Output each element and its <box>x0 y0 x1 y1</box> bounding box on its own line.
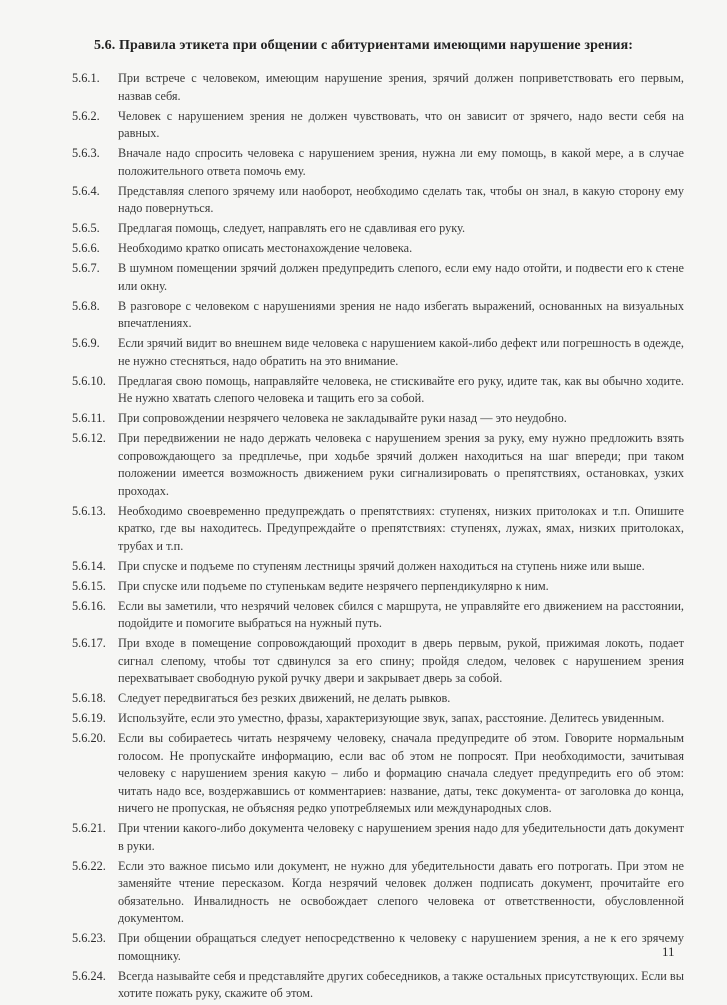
rule-text: Представляя слепого зрячему или наоборот, необходимо сделать так, чтобы он знал, в какую сторону ему надо повернуться. <box>118 183 684 215</box>
rule-5-6-6 <box>72 240 684 258</box>
rule-5-6-2 <box>72 108 684 143</box>
rule-text: Предлагая помощь, следует, направлять его не сдавливая его руку. <box>118 221 466 235</box>
rule-5-6-4 <box>72 183 684 218</box>
rule-text: При общении обращаться следует непосредственно к человеку с нарушением зрения, а не к его зрячему помощнику. <box>118 931 684 963</box>
rules-list <box>72 70 684 1005</box>
rule-5-6-13 <box>72 503 684 556</box>
rule-number: 5.6.11. <box>72 411 106 425</box>
rule-number: 5.6.20. <box>72 731 106 745</box>
rule-number: 5.6.6. <box>72 241 100 255</box>
rule-text: В разговоре с человеком с нарушениями зрения не надо избегать выражений, основанных на визуальных впечатлениях. <box>118 298 684 330</box>
rule-number: 5.6.5. <box>72 221 100 235</box>
rule-text: Если зрячий видит во внешнем виде человека с нарушением какой-либо дефект или погрешность в одежде, не нужно стесняться, надо обратить на это внимание. <box>118 336 684 368</box>
rule-5-6-23 <box>72 930 684 965</box>
rule-number: 5.6.17. <box>72 636 106 650</box>
rule-number: 5.6.21. <box>72 821 106 835</box>
rule-5-6-10 <box>72 373 684 408</box>
rule-5-6-7 <box>72 260 684 295</box>
rule-text: В шумном помещении зрячий должен предупредить слепого, если ему надо отойти, и подвести его к стене или окну. <box>118 261 684 293</box>
rule-text: Если это важное письмо или документ, не нужно для убедительности давать его потрогать. При этом не заменяйте чтение пересказом. Когда незрячий человек должен подписать документ, прочитайте его обязательно. Инвалидность не освобождает слепого человека от ответственности, обусловленной документом. <box>118 858 684 925</box>
rule-5-6-21 <box>72 820 684 855</box>
rule-number: 5.6.22. <box>72 858 106 873</box>
rule-number: 5.6.2. <box>72 108 100 123</box>
rule-text: Всегда называйте себя и представляйте других собеседников, а также остальных присутствующих. Если вы хотите пожать руку, скажите об этом. <box>118 968 684 1000</box>
rule-number: 5.6.10. <box>72 373 106 388</box>
rule-5-6-17 <box>72 635 684 688</box>
rule-number: 5.6.23. <box>72 931 106 945</box>
rule-text: Если вы собираетесь читать незрячему человеку, сначала предупредите об этом. Говорите нормальным голосом. Не пропускайте информацию, если вас об этом не попросят. При необходимости, зачитывая человеку с нарушением зрения какую – либо и формацию сначала следует предупредить его об этом: читать надо все, воздержавшись от комментариев: название, даты, текс документа- от заголовка до конца, ничего не пропуская, не объясняя редко употребляемых или международных слов. <box>118 731 684 815</box>
rule-5-6-9 <box>72 335 684 370</box>
rule-text: При встрече с человеком, имеющим нарушение зрения, зрячий должен поприветствовать его первым, назвав себя. <box>118 71 684 103</box>
rule-number: 5.6.15. <box>72 578 106 593</box>
rule-number: 5.6.16. <box>72 598 106 613</box>
rule-text: Предлагая свою помощь, направляйте человека, не стискивайте его руку, идите так, как вы обычно ходите. Не нужно хватать слепого человека и тащить его за собой. <box>118 373 684 405</box>
rule-5-6-19 <box>72 710 684 728</box>
rule-text: При входе в помещение сопровождающий проходит в дверь первым, рукой, прижимая локоть, подает сигнал слепому, чтобы тот сдвинулся за его спину; пройдя следом, человек с нарушением зрения перехватывает свободную рукой ручку двери и закрывает дверь за собой. <box>118 636 684 685</box>
rule-text: Используйте, если это уместно, фразы, характеризующие звук, запах, расстояние. Делитесь увиденным. <box>118 711 665 725</box>
rule-5-6-22 <box>72 858 684 928</box>
rule-5-6-8 <box>72 298 684 333</box>
page-number: 11 <box>662 944 675 959</box>
rule-number: 5.6.3. <box>72 146 100 160</box>
rule-5-6-15 <box>72 578 684 596</box>
rule-number: 5.6.24. <box>72 968 106 983</box>
rule-text: Необходимо кратко описать местонахождение человека. <box>118 241 413 255</box>
rule-5-6-12 <box>72 430 684 500</box>
rule-5-6-11 <box>72 410 684 428</box>
rule-5-6-16 <box>72 598 684 633</box>
rule-text: Человек с нарушением зрения не должен чувствовать, что он зависит от зрячего, надо вести себя на равных. <box>118 108 684 140</box>
rule-number: 5.6.12. <box>72 431 106 445</box>
rule-text: При передвижении не надо держать человека с нарушением зрения за руку, ему нужно предложить взять сопровождающего за предплечье, при ходьбе зрячий должен находиться на шаг впереди; при таком положении имеется возможность движением руки сигнализировать о препятствиях, остановках, узких проходах. <box>118 431 684 498</box>
rule-number: 5.6.8. <box>72 298 100 313</box>
rule-5-6-24 <box>72 968 684 1003</box>
rule-5-6-1 <box>72 70 684 105</box>
rule-number: 5.6.13. <box>72 503 106 518</box>
rule-number: 5.6.7. <box>72 261 100 275</box>
rule-5-6-5 <box>72 220 684 238</box>
rule-text: При чтении какого-либо документа человеку с нарушением зрения надо для убедительности дать документ в руки. <box>118 821 684 853</box>
rule-text: Следует передвигаться без резких движений, не делать рывков. <box>118 691 451 705</box>
rule-5-6-3 <box>72 145 684 180</box>
rule-text: При спуске и подъеме по ступеням лестницы зрячий должен находиться на ступень ниже или выше. <box>118 558 645 573</box>
rule-5-6-18 <box>72 690 684 708</box>
rule-number: 5.6.14. <box>72 558 106 573</box>
rule-text: Вначале надо спросить человека с нарушением зрения, нужна ли ему помощь, в какой мере, а в случае положительного ответа помочь ему. <box>118 146 684 178</box>
rule-number: 5.6.1. <box>72 71 100 85</box>
rule-5-6-14 <box>72 558 684 576</box>
rule-number: 5.6.4. <box>72 183 100 198</box>
rule-text: Необходимо своевременно предупреждать о препятствиях: ступенях, низких притолоках и т.п. Опишите кратко, где вы находитесь. Предупреждайте о препятствиях: ступенях, лужах, ямах, низких притолоках, трубах и т.п. <box>118 503 684 553</box>
rule-5-6-20 <box>72 730 684 818</box>
rule-number: 5.6.18. <box>72 691 106 705</box>
rule-text: Если вы заметили, что незрячий человек сбился с маршрута, не управляйте его движением на расстоянии, подойдите и помогите выбраться на нужный путь. <box>118 598 684 630</box>
rule-text: При сопровождении незрячего человека не закладывайте руки назад — это неудобно. <box>118 411 567 425</box>
rule-number: 5.6.19. <box>72 711 106 725</box>
rule-number: 5.6.9. <box>72 336 100 350</box>
rule-text: При спуске или подъеме по ступенькам ведите незрячего перпендикулярно к ним. <box>118 578 549 593</box>
section-heading: 5.6. Правила этикета при общении с абитуриентами имеющими нарушение зрения: <box>93 38 634 53</box>
